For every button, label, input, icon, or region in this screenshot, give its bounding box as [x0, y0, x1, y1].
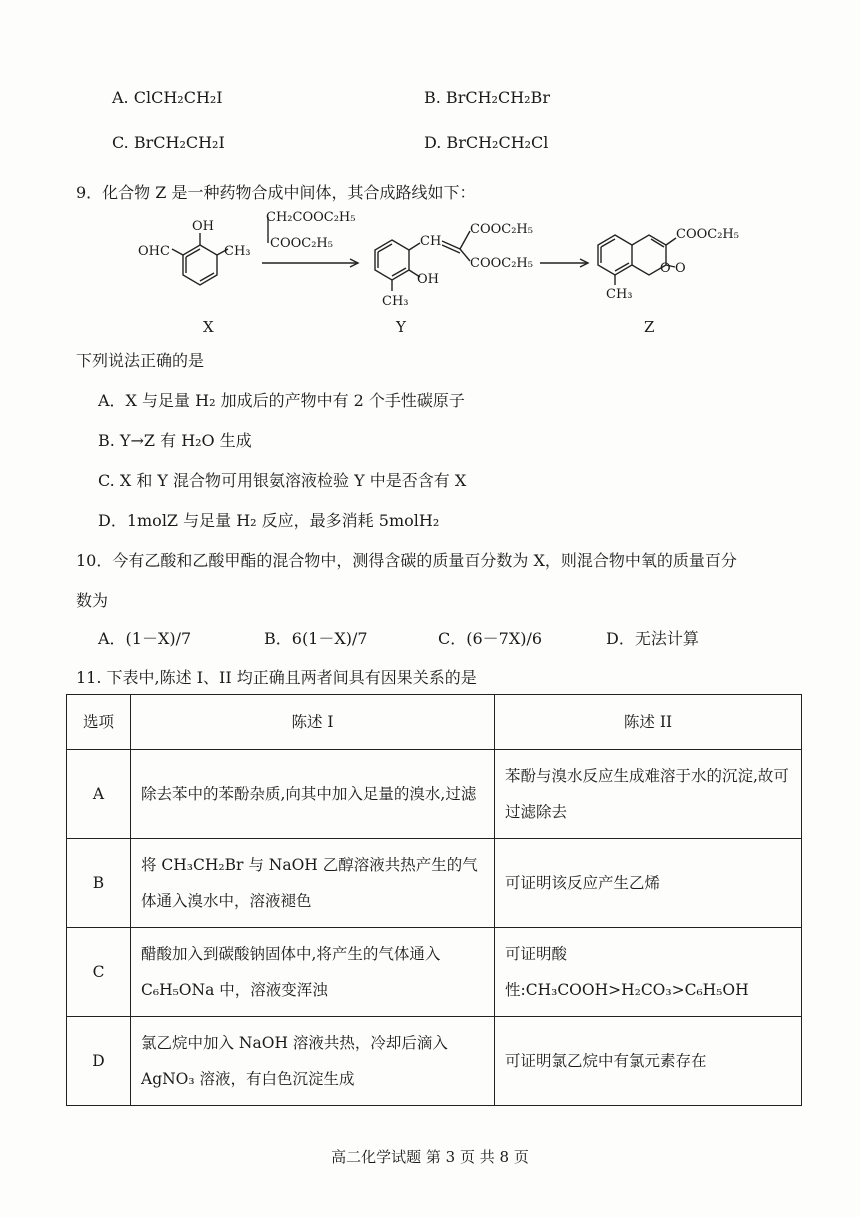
x-oh-label: OH [192, 219, 214, 234]
q11-table [66, 694, 802, 1106]
y-ester2-label: COOC₂H₅ [470, 256, 533, 271]
row-option: C [67, 928, 131, 1017]
table-row [67, 1017, 802, 1106]
row-option: B [67, 839, 131, 928]
row-option: D [67, 1017, 131, 1106]
page-footer: 高二化学试题 第 3 页 共 8 页 [331, 1148, 529, 1166]
table-row [67, 750, 802, 839]
q10-stem-line2: 数为 [76, 591, 109, 610]
compound-label-z: Z [644, 318, 655, 336]
q10-option-a: A．(1－X)/7 [98, 629, 192, 648]
compound-label-x: X [203, 318, 214, 336]
q9-stem: 9．化合物 Z 是一种药物合成中间体，其合成路线如下： [76, 183, 476, 202]
row-statement-2: 可证明酸性:CH₃COOH>H₂CO₃>C₆H₅OH [495, 928, 802, 1017]
z-ch3-label: CH₃ [606, 287, 633, 302]
q9-option-d: D．1molZ 与足量 H₂ 反应，最多消耗 5molH₂ [98, 511, 440, 530]
row-statement-2: 可证明氯乙烷中有氯元素存在 [495, 1017, 802, 1106]
q9-synthesis-route [120, 205, 760, 310]
header-statement-2: 陈述 II [495, 695, 802, 750]
reagent-line1: CH₂COOC₂H₅ [266, 210, 356, 225]
q9-option-b: B. Y→Z 有 H₂O 生成 [98, 431, 252, 450]
q11-stem: 11. 下表中,陈述 I、II 均正确且两者间具有因果关系的是 [76, 668, 477, 687]
table-header-row [67, 695, 802, 750]
q10-option-b: B．6(1－X)/7 [264, 629, 368, 648]
y-ch-label: CH [420, 234, 442, 249]
q8-option-b: B. BrCH₂CH₂Br [424, 88, 550, 107]
q10-option-d: D．无法计算 [606, 629, 699, 648]
row-statement-2: 苯酚与溴水反应生成难溶于水的沉淀,故可过滤除去 [495, 750, 802, 839]
row-statement-1: 氯乙烷中加入 NaOH 溶液共热，冷却后滴入 AgNO₃ 溶液，有白色沉淀生成 [131, 1017, 495, 1106]
q8-option-c: C. BrCH₂CH₂I [112, 133, 225, 152]
row-statement-2: 可证明该反应产生乙烯 [495, 839, 802, 928]
row-option: A [67, 750, 131, 839]
row-statement-1: 将 CH₃CH₂Br 与 NaOH 乙醇溶液共热产生的气体通入溴水中，溶液褪色 [131, 839, 495, 928]
compound-label-y: Y [396, 318, 406, 336]
q10-stem-line1: 10．今有乙酸和乙酸甲酯的混合物中，测得含碳的质量百分数为 X，则混合物中氧的质量百分 [76, 551, 737, 570]
z-ester-label: COOC₂H₅ [676, 227, 739, 242]
table-row [67, 928, 802, 1017]
header-option: 选项 [67, 695, 131, 750]
row-statement-1: 除去苯中的苯酚杂质,向其中加入足量的溴水,过滤 [131, 750, 495, 839]
header-statement-1: 陈述 I [131, 695, 495, 750]
z-ring-o-label: O [660, 261, 671, 276]
x-ohc-label: OHC [138, 244, 170, 259]
y-ester1-label: COOC₂H₅ [470, 222, 533, 237]
q8-option-d: D. BrCH₂CH₂Cl [424, 133, 549, 152]
reagent-line2: COOC₂H₅ [270, 236, 333, 251]
y-ch3-label: CH₃ [382, 294, 409, 309]
q10-option-c: C．(6－7X)/6 [438, 629, 543, 648]
z-carbonyl-o-label: O [675, 261, 686, 276]
q9-option-a: A．X 与足量 H₂ 加成后的产物中有 2 个手性碳原子 [98, 391, 465, 410]
y-oh-label: OH [417, 272, 439, 287]
q8-option-a: A. ClCH₂CH₂I [112, 88, 223, 107]
q9-prompt: 下列说法正确的是 [76, 351, 205, 370]
table-row [67, 839, 802, 928]
row-statement-1: 醋酸加入到碳酸钠固体中,将产生的气体通入 C₆H₅ONa 中，溶液变浑浊 [131, 928, 495, 1017]
q9-option-c: C. X 和 Y 混合物可用银氨溶液检验 Y 中是否含有 X [98, 471, 467, 490]
x-ch3-label: CH₃ [224, 244, 251, 259]
